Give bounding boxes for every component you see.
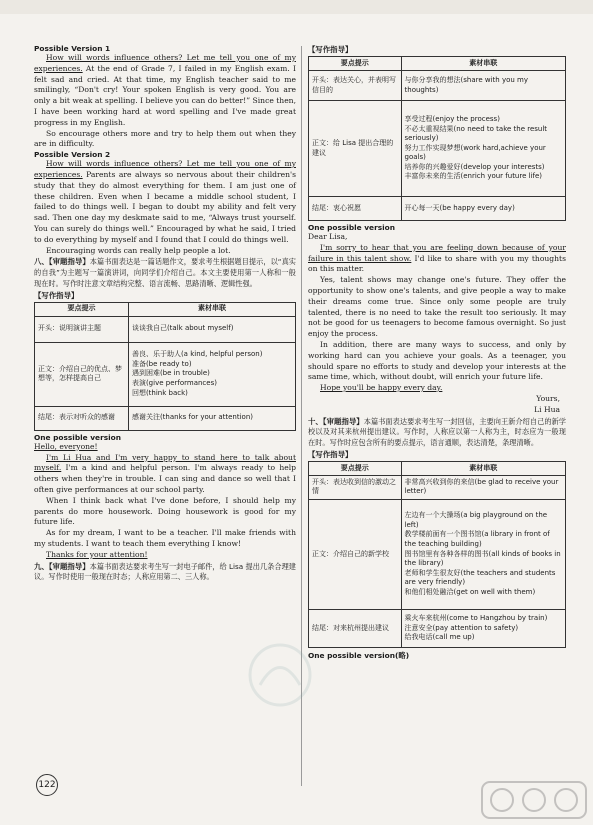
- table-row: [309, 71, 566, 101]
- table-cell-material: 善良、乐于助人(a kind, helpful person) 准备(be ready to) 遇到困难(be in trouble) 表演(give performances) 回想(think back): [128, 342, 295, 406]
- table-header-row: [309, 461, 566, 475]
- table-cell-key-point: 结尾：对来杭州提出建议: [309, 609, 402, 647]
- email-paragraph-3: In addition, there are many ways to success, and only by working hard can you achieve your goals. As a teenager, you should spare no efforts to study and develop your interests at the same time, which, without doubt, will enrich your future life.: [308, 339, 566, 382]
- email-signature: Li Hua: [534, 404, 560, 414]
- version-1-paragraph-1: [34, 53, 296, 129]
- faint-watermark-logo: [230, 640, 330, 710]
- table-cell-material: 开心每一天(be happy every day): [401, 197, 565, 221]
- speech-opening-sentence: I'm Li Hua and I'm very happy to stand here to talk about myself.: [34, 452, 296, 473]
- email-paragraph-1: [308, 243, 566, 275]
- section-10-heading: 十、【审题指导】: [308, 416, 364, 426]
- section-9-heading: 九、【审题指导】: [34, 561, 90, 571]
- table-header-row: [309, 57, 566, 71]
- version-2-label: Possible Version 2: [34, 150, 111, 160]
- speech-closing: Thanks for your attention!: [46, 549, 148, 559]
- table-row: [309, 101, 566, 197]
- section-8-heading: 八、【审题指导】: [34, 257, 90, 267]
- table-row: [35, 406, 296, 430]
- version-1-story: At the end of Grade 7, I failed in my English exam. I felt sad and cried. At that time, my English teacher said to me smilingly, “Don't cry! Your spoken English is very good. You are only a bit weak at spelling. I believe you can do better!” Since then, I have been working hard at word spelling and I've made great progress in my English.: [34, 63, 296, 127]
- table-header-materials: 素材串联: [401, 57, 565, 71]
- corner-stamp-logo: [480, 778, 588, 822]
- table-row: [309, 609, 566, 647]
- email-salutation: Dear Lisa,: [308, 232, 348, 241]
- version-2-paragraph-1: [34, 159, 296, 245]
- section-10-writing-guide-label: 【写作指导】: [308, 449, 353, 459]
- section-8-writing-guide-label: 【写作指导】: [34, 290, 79, 300]
- version-1-paragraph-2: So encourage others more and try to help them out when they are in difficulty.: [34, 128, 296, 149]
- speech-body: I'm a kind and helpful person. I'm always ready to help others when they're in trouble. I can sing and dance so well that I often give performances at our school party.: [34, 463, 296, 494]
- speech-paragraph-4: [34, 550, 296, 561]
- email-opening-sentence: I'm sorry to hear that you are feeling down because of your failure in this talent show.: [308, 242, 566, 263]
- section-10-text: 本篇书面表达要求考生写一封回信，主要向王新介绍自己的新学校以及对其来杭州提出建议。写作时，人称应以第一人称为主，时态应为一般现在时。写作时应包含所有的要点提示，语言通顺，表达清楚，条理清晰。: [308, 416, 566, 448]
- email-closing-wish: Hope you'll be happy every day.: [320, 383, 443, 393]
- section-8-guide-table: [34, 302, 296, 431]
- table-cell-key-point: 结尾：衷心祝愿: [309, 197, 402, 221]
- table-cell-key-point: 开头：表达关心，并表明写信目的: [309, 71, 402, 101]
- table-cell-material: 与你分享我的想法(share with you my thoughts): [401, 71, 565, 101]
- section-10-version-note: One possible version(略): [308, 650, 410, 660]
- table-cell-material: 左边有一个大操场(a big playground on the left) 教学楼前面有一个图书馆(a library in front of the teaching building) 图书馆里有各种各样的图书(all kinds of books in the library) 老师和学生很友好(the teachers and students are very friendly) 和他们相处融洽(get on well with them): [401, 499, 565, 609]
- page-top-margin: [0, 0, 593, 14]
- section-9-text: 本篇书面表达要求考生写一封电子邮件，给 Lisa 提出几条合理建议。写作时使用一般现在时态；人称应用第二、三人称。: [34, 561, 296, 582]
- table-header-key-points: 要点提示: [309, 461, 402, 475]
- email-closing: Yours,: [536, 393, 560, 403]
- right-column: [308, 44, 566, 661]
- table-row: [35, 342, 296, 406]
- speech-paragraph-2: When I think back what I've done before, I should help my parents do more housework. Doing housework is good for my future life.: [34, 495, 296, 527]
- table-header-materials: 素材串联: [128, 302, 295, 316]
- version-2-story: Parents are always so nervous about their children's study that they do almost everything for them. I am just one of these children. Even when I became a middle school student, I failed to do things well. I began to doubt my ability and felt very sad. Then one day my deskmate said to me, “Always trust yourself. You can surely do things well.” Encouraged by what he said, I tried to do everything by myself and I found that I could do things well.: [34, 169, 296, 244]
- speech-paragraph-1: [34, 453, 296, 496]
- table-cell-key-point: 正文：介绍自己的新学校: [309, 499, 402, 609]
- table-cell-material: 非常高兴收到你的来信(be glad to receive your letter): [401, 475, 565, 499]
- version-2-topic-sentence: How will words influence others? Let me tell you one of my experiences.: [34, 159, 296, 179]
- section-10-instructions: [308, 416, 566, 449]
- table-cell-material: 享受过程(enjoy the process) 不必太重视结果(no need to take the result seriously) 努力工作实现梦想(work hard,achieve your goals) 培养你的兴趣爱好(develop your interests) 丰富你未来的生活(enrich your future life): [401, 101, 565, 197]
- section-9-writing-guide-label: 【写作指导】: [308, 45, 353, 54]
- section-9-instructions: [34, 561, 296, 584]
- table-cell-material: 乘火车来杭州(come to Hangzhou by train) 注意安全(pay attention to safety) 给我电话(call me up): [401, 609, 565, 647]
- section-9-version-label: One possible version: [308, 223, 395, 232]
- table-cell-material: 感谢关注(thanks for your attention): [128, 406, 295, 430]
- speech-greeting: Hello, everyone!: [34, 441, 98, 451]
- section-8-version-label: One possible version: [34, 432, 121, 442]
- table-row: [309, 499, 566, 609]
- page-number: 122: [36, 774, 58, 796]
- table-cell-key-point: 正文：给 Lisa 提出合理的建议: [309, 101, 402, 197]
- table-cell-material: 谈谈我自己(talk about myself): [128, 316, 295, 342]
- version-2-paragraph-2: Encouraging words can really help people a lot.: [46, 245, 231, 255]
- table-cell-key-point: 正文：介绍自己的优点、梦想等，怎样提高自己: [35, 342, 129, 406]
- version-1-topic-sentence: How will words influence others? Let me tell you one of my experiences.: [34, 53, 296, 73]
- section-8-text: 本篇书面表达是一篇话题作文，要求考生根据题目提示，以“真实的自我”为主题写一篇演讲词，向同学们介绍自己。本文主要使用第一人称和一般现在时。写作时注意文章结构完整、语言流畅、思路清晰、逻辑性强。: [34, 257, 296, 288]
- table-header-key-points: 要点提示: [309, 57, 402, 71]
- version-1-label: Possible Version 1: [34, 44, 111, 53]
- section-10-guide-table: [308, 461, 566, 648]
- table-cell-key-point: 开头：说明演讲主题: [35, 316, 129, 342]
- speech-paragraph-3: As for my dream, I want to be a teacher. I'll make friends with my students. I want to teach them everything I know!: [34, 528, 296, 548]
- table-row: [309, 475, 566, 499]
- table-cell-key-point: 结尾：表示对听众的感谢: [35, 406, 129, 430]
- table-cell-key-point: 开头：表达收到信的激动之情: [309, 475, 402, 499]
- table-row: [35, 316, 296, 342]
- email-purpose: I'd like to share with you my thoughts on this matter.: [308, 253, 566, 274]
- table-header-materials: 素材串联: [401, 461, 565, 475]
- table-header-row: [35, 302, 296, 316]
- email-paragraph-4: [308, 383, 566, 394]
- table-row: [309, 197, 566, 221]
- left-column: [34, 44, 296, 583]
- section-9-guide-table: [308, 56, 566, 221]
- section-8-instructions: [34, 256, 296, 289]
- table-header-key-points: 要点提示: [35, 302, 129, 316]
- email-paragraph-2: Yes, talent shows may change one's future. They offer the opportunity to show one's talents, and give people a way to make their dreams come true. Since only some people are truly talented, there is no need to take the result too seriously. It may not be good for us teenagers to become famous overnight. So just enjoy the process.: [308, 275, 566, 339]
